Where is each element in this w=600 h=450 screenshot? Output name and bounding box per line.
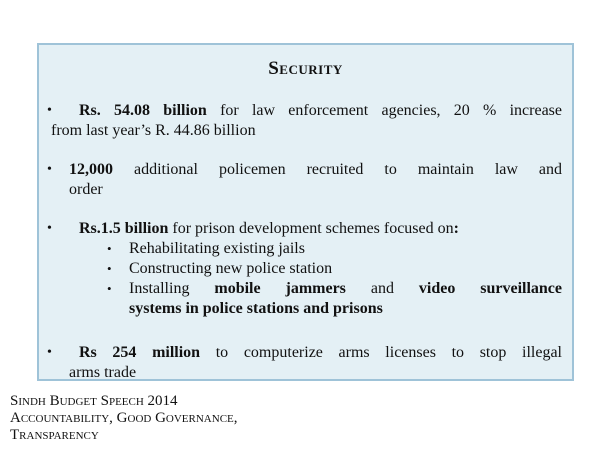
bullet-line-1 (79, 219, 562, 239)
bullet-amount: Rs.1.5 billion (79, 220, 169, 237)
sub-item-text: Constructing new police station (129, 260, 333, 277)
bullet-line-2: arms trade (69, 364, 137, 381)
bullet-icon: • (47, 162, 52, 177)
bullet-line-1 (69, 160, 562, 180)
sub-item-line-2 (129, 299, 562, 319)
sub-item-text: and (345, 280, 419, 297)
slide-footer (10, 393, 238, 444)
bullet-line-2: from last year’s R. 44.86 billion (51, 122, 256, 139)
bullet-icon: • (47, 345, 52, 360)
slide-title: Security (268, 58, 343, 79)
bullet-amount: Rs. 54.08 billion (79, 102, 207, 119)
bullet-line-1 (79, 101, 562, 121)
security-slide-card (37, 43, 574, 381)
footer-line-1: Sindh Budget Speech 2014 (10, 393, 178, 409)
bullet-icon: • (47, 221, 52, 236)
bullet-icon: • (47, 103, 52, 118)
sub-item-text: Rehabilitating existing jails (129, 240, 305, 257)
bullet-amount: Rs 254 million (79, 344, 201, 361)
sub-bullet-icon: • (107, 241, 112, 256)
sub-item-text: Installing (129, 280, 215, 297)
sub-bullet-icon: • (107, 281, 112, 296)
sub-item-line-1 (129, 279, 562, 299)
bullet-line-2: order (69, 181, 103, 198)
sub-item-bold-surveillance: video surveillance (418, 280, 563, 297)
sub-bullet-icon: • (107, 261, 112, 276)
sub-item-bold-systems: systems in police stations and prisons (129, 300, 383, 317)
bullet-colon: : (453, 220, 459, 237)
sub-item-bold-jammers: mobile jammers (214, 280, 346, 297)
bullet-text: for prison development schemes focused on (168, 220, 454, 237)
footer-line-3: Transparency (10, 427, 99, 443)
bullet-amount: 12,000 (69, 161, 113, 178)
bullet-text: for law enforcement agencies, 20 % increase (206, 102, 562, 119)
bullet-text: additional policemen recruited to maintain law and (113, 161, 562, 178)
bullet-line-1 (79, 343, 562, 363)
bullet-text: to computerize arms licenses to stop illegal (200, 344, 562, 361)
footer-line-2: Accountability, Good Governance, (10, 410, 238, 426)
